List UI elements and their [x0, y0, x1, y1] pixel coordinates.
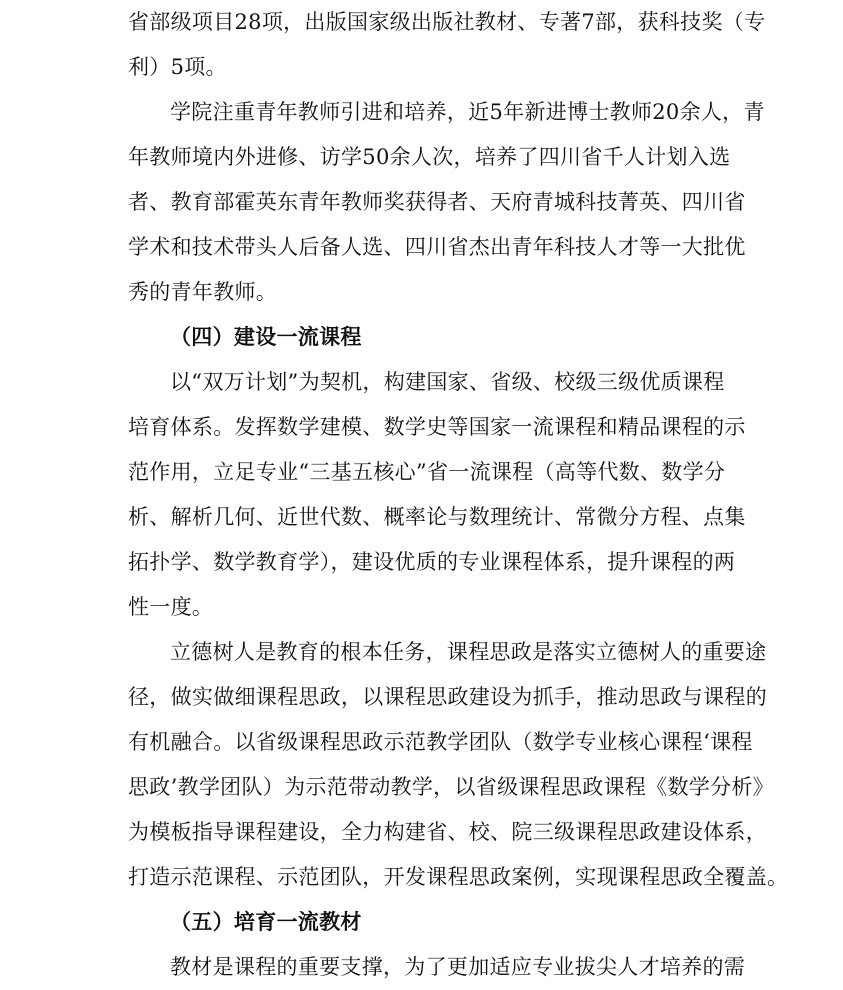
text-line: 学术和技术带头人后备人选、四川省杰出青年科技人才等一大批优	[128, 235, 746, 259]
text-line: 利）5项。	[128, 55, 227, 79]
paragraph-course-system	[128, 360, 746, 630]
text-line: 年教师境内外进修、访学50余人次，培养了四川省千人计划入选	[128, 145, 731, 169]
section-heading-textbooks: （五）培育一流教材	[170, 910, 362, 934]
text-line: 性一度。	[128, 595, 214, 619]
text-line: 秀的青年教师。	[128, 280, 278, 304]
text-line: 教材是课程的重要支撑，为了更加适应专业拔尖人才培养的需	[170, 955, 746, 979]
text-line: 析、解析几何、近世代数、概率论与数理统计、常微分方程、点集	[128, 505, 746, 529]
text-line: 为模板指导课程建设，全力构建省、校、院三级课程思政建设体系，	[128, 820, 767, 844]
text-line: 范作用，立足专业“三基五核心”省一流课程（高等代数、数学分	[128, 460, 726, 484]
text-line: 以“双万计划”为契机，构建国家、省级、校级三级优质课程	[170, 370, 725, 394]
paragraph-research-output	[128, 0, 766, 90]
paragraph-young-teachers	[128, 90, 765, 315]
text-line: 者、教育部霍英东青年教师奖获得者、天府青城科技菁英、四川省	[128, 190, 746, 214]
text-line: 省部级项目28项，出版国家级出版社教材、专著7部，获科技奖（专	[128, 10, 766, 34]
paragraph-textbooks	[128, 945, 746, 990]
text-line: 径，做实做细课程思政，以课程思政建设为抓手，推动思政与课程的	[128, 685, 767, 709]
text-line: 有机融合。以省级课程思政示范教学团队（数学专业核心课程‘课程	[128, 730, 753, 754]
text-line: 培育体系。发挥数学建模、数学史等国家一流课程和精品课程的示	[128, 415, 746, 439]
text-line: 打造示范课程、示范团队，开发课程思政案例，实现课程思政全覆盖。	[128, 865, 789, 889]
section-heading-courses: （四）建设一流课程	[170, 325, 362, 349]
text-line: 学院注重青年教师引进和培养，近5年新进博士教师20余人，青	[170, 100, 765, 124]
paragraph-ideological-education	[128, 630, 789, 900]
text-line: 立德树人是教育的根本任务，课程思政是落实立德树人的重要途	[170, 640, 767, 664]
text-line: 拓扑学、数学教育学），建设优质的专业课程体系，提升课程的两	[128, 550, 736, 574]
document-body	[128, 0, 789, 990]
text-line: 思政’教学团队）为示范带动教学，以省级课程思政课程《数学分析》	[128, 775, 774, 799]
